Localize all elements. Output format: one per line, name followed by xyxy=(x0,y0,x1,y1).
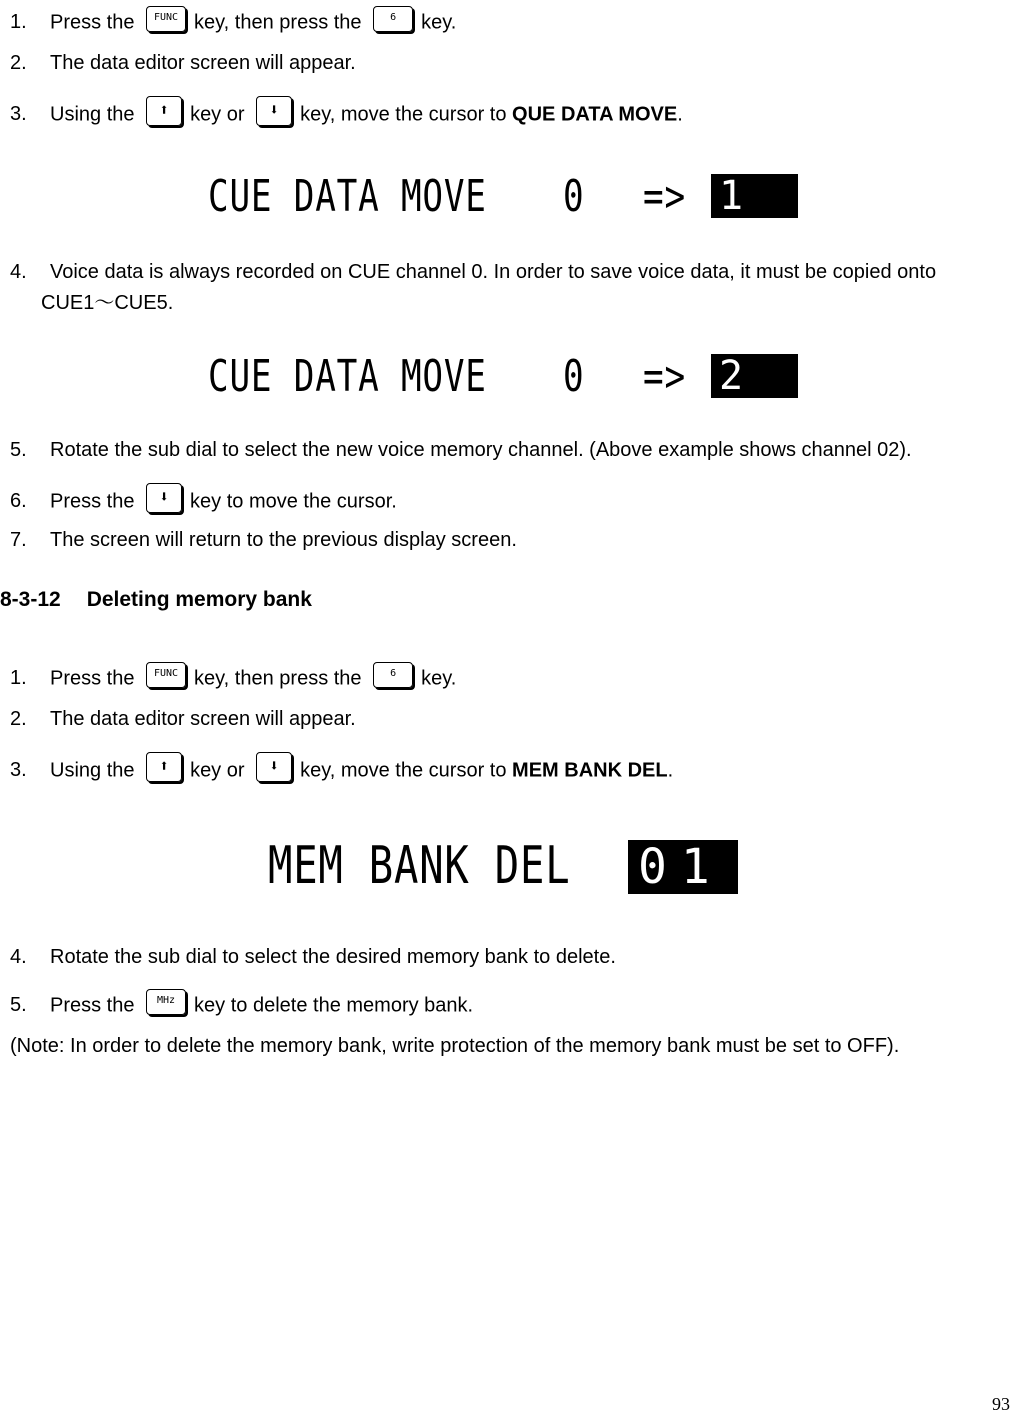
func-key-icon: FUNC xyxy=(146,662,186,688)
mhz-key-icon: MHz xyxy=(146,989,186,1015)
step-5: 5. Press the MHz key to delete the memory bank. xyxy=(10,993,473,1019)
six-key-icon: 6 xyxy=(373,6,413,32)
lcd-cursor-box: 01 xyxy=(628,840,738,894)
lcd-cursor-box: 1 xyxy=(711,174,798,218)
section-heading: 8-3-12 Deleting memory bank xyxy=(0,588,312,611)
lcd-mem-bank-del: MEM BANK DEL 01 xyxy=(268,838,740,894)
lcd-cue-data-move-1: CUE DATA MOVE 0 => 1 xyxy=(208,172,800,220)
step-1: 1. Press the FUNC key, then press the 6 key. xyxy=(10,10,456,36)
step-4: 4. Rotate the sub dial to select the desired memory bank to delete. xyxy=(10,946,616,968)
note: (Note: In order to delete the memory bank, write protection of the memory bank must be set to OFF). xyxy=(10,1035,900,1057)
step-3: 3. Using the ⬆ key or ⬇ key, move the cursor to MEM BANK DEL. xyxy=(10,756,673,786)
page-number: 93 xyxy=(992,1394,1010,1414)
lcd-cue-data-move-2: CUE DATA MOVE 0 => 2 xyxy=(208,352,800,400)
lcd-cursor-box: 2 xyxy=(711,354,798,398)
up-arrow-key-icon: ⬆ xyxy=(146,752,182,782)
step-6: 6. Press the ⬇ key to move the cursor. xyxy=(10,487,397,517)
step-5: 5. Rotate the sub dial to select the new voice memory channel. (Above example shows channel 02). xyxy=(10,439,912,461)
step-2: 2. The data editor screen will appear. xyxy=(10,52,356,74)
step-3: 3. Using the ⬆ key or ⬇ key, move the cursor to QUE DATA MOVE. xyxy=(10,100,683,130)
down-arrow-key-icon: ⬇ xyxy=(256,96,292,126)
up-arrow-key-icon: ⬆ xyxy=(146,96,182,126)
step-4: 4. Voice data is always recorded on CUE channel 0. In order to save voice data, it must be copied onto CUE1～CUE5. xyxy=(10,261,937,314)
down-arrow-key-icon: ⬇ xyxy=(256,752,292,782)
step-2: 2. The data editor screen will appear. xyxy=(10,708,356,730)
down-arrow-key-icon: ⬇ xyxy=(146,483,182,513)
func-key-icon: FUNC xyxy=(146,6,186,32)
step-7: 7. The screen will return to the previous display screen. xyxy=(10,529,517,551)
six-key-icon: 6 xyxy=(373,662,413,688)
step-1: 1. Press the FUNC key, then press the 6 key. xyxy=(10,666,456,692)
